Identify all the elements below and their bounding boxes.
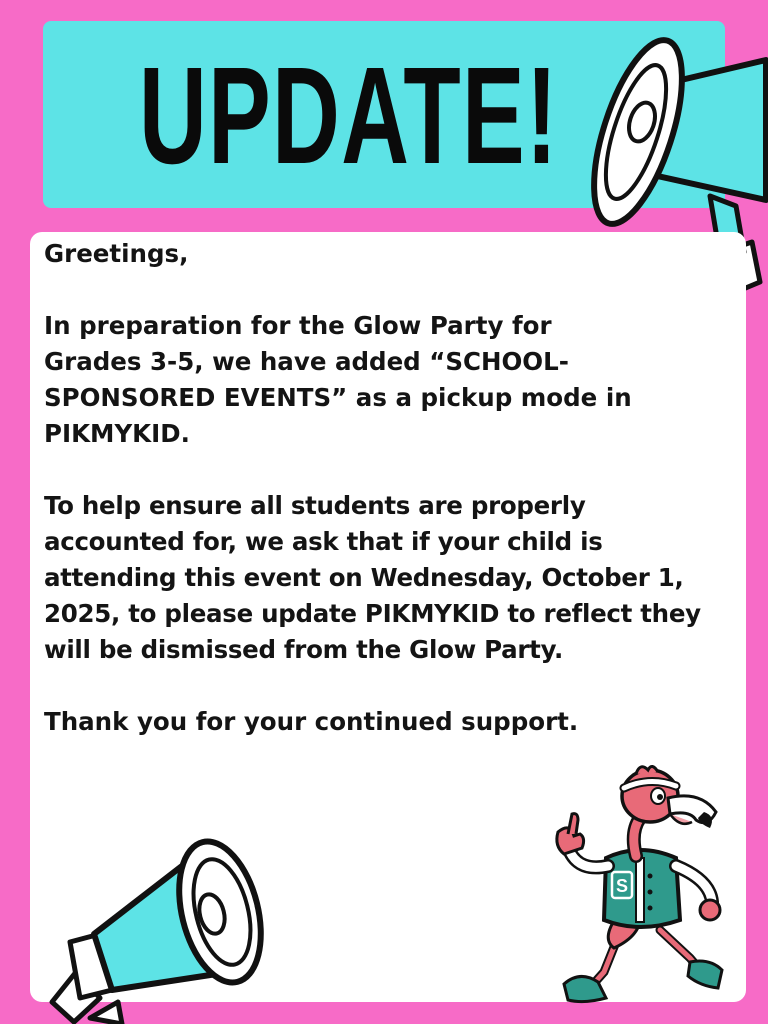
flamingo-mascot: [540, 762, 740, 1012]
message-body: [44, 236, 744, 776]
paragraph-request: To help ensure all students are properly accounted for, we ask that if your child is attending this event on Wednesday, October 1, 2025, to please update PIKMYKID to reflect they will be dismissed from the Glow Party.: [44, 491, 701, 664]
paragraph-preparation: In preparation for the Glow Party for Grades 3-5, we have added “SCHOOL- SPONSORED EVENTS” as a pickup mode in PIKMYKID.: [44, 311, 632, 448]
jacket-letter: S: [615, 876, 629, 896]
megaphone-icon: [30, 822, 270, 1024]
banner-title: UPDATE!: [139, 39, 559, 193]
greeting: Greetings,: [44, 239, 189, 268]
closing: Thank you for your continued support.: [44, 707, 579, 736]
